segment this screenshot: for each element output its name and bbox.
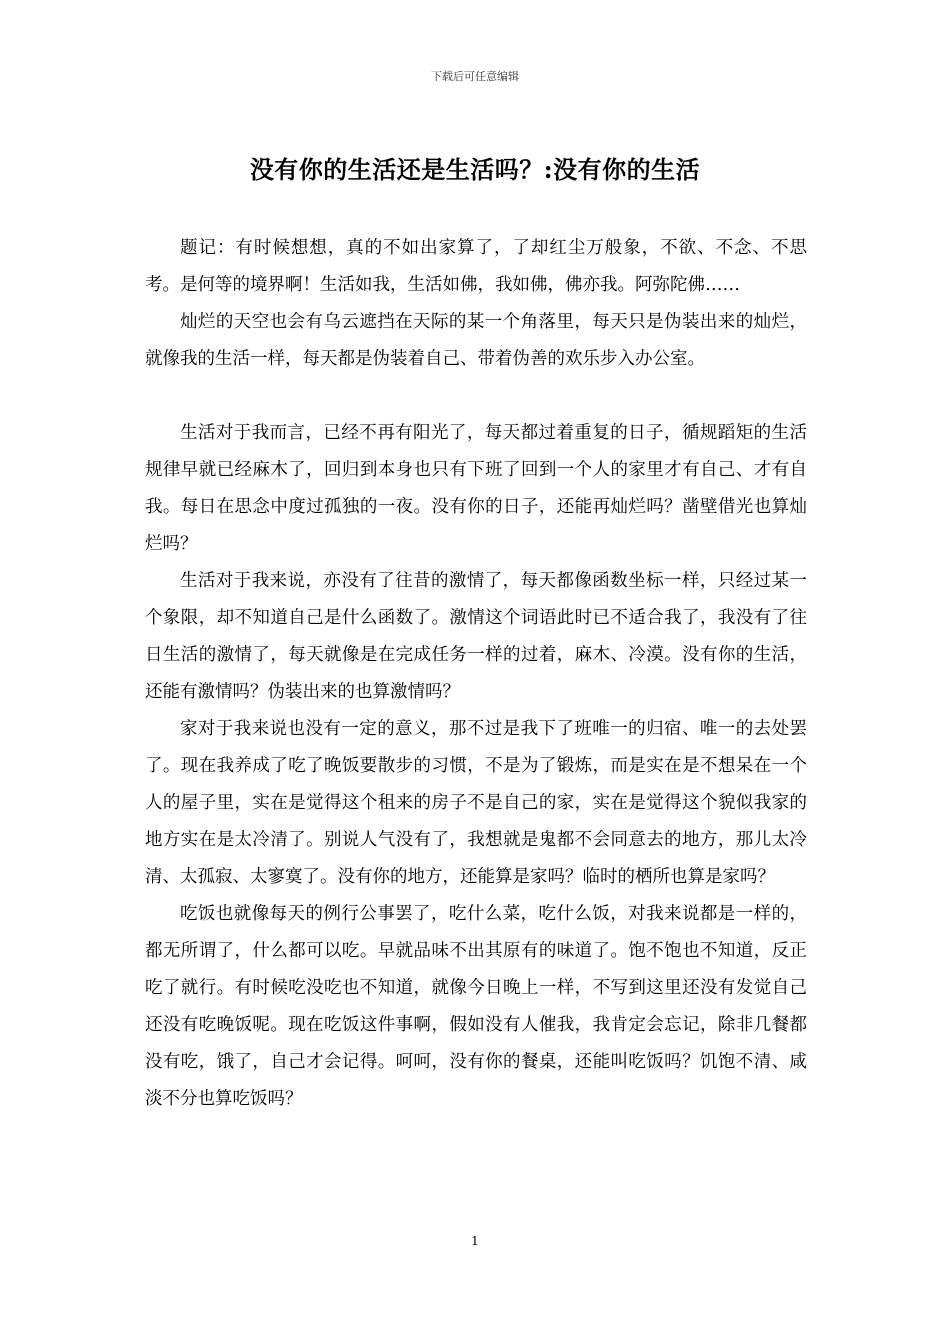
paragraph-sky: 灿烂的天空也会有乌云遮挡在天际的某一个角落里，每天只是伪装出来的灿烂，就像我的生活一样，每天都是伪装着自己、带着伪善的欢乐步入办公室。 (145, 312, 807, 369)
paragraph-home: 家对于我来说也没有一定的意义，那不过是我下了班唯一的归宿、唯一的去处罢了。现在我养成了吃了晚饭要散步的习惯，不是为了锻炼，而是实在是不想呆在一个人的屋子里，实在是觉得这个租来的房子不是自己的家，实在是觉得这个貌似我家的地方实在是太冷清了。别说人气没有了，我想就是鬼都不会同意去的地方，那儿太冷清、太孤寂、太寥寞了。没有你的地方，还能算是家吗？临时的栖所也算是家吗？ (145, 719, 807, 887)
header-note: 下载后可任意编辑 (431, 70, 519, 83)
paragraph-meals: 吃饭也就像每天的例行公事罢了，吃什么菜，吃什么饭，对我来说都是一样的，都无所谓了，什么都可以吃。早就品味不出其原有的味道了。饱不饱也不知道，反正吃了就行。有时候吃没吃也不知道，就像今日晚上一样，不写到这里还没有发觉自己还没有吃晚饭呢。现在吃饭这件事啊，假如没有人催我，我肯定会忘记，除非几餐都没有吃，饿了，自己才会记得。呵呵，没有你的餐桌，还能叫吃饭吗？饥饱不清、咸淡不分也算吃饭吗？ (145, 904, 807, 1109)
paragraph-epigraph: 题记：有时候想想，真的不如出家算了，了却红尘万般象，不欲、不念、不思考。是何等的境界啊！生活如我，生活如佛，我如佛，佛亦我。阿弥陀佛…… (145, 238, 807, 295)
page-title: 没有你的生活还是生活吗？:没有你的生活 (249, 155, 701, 184)
paragraph-life: 生活对于我而言，已经不再有阳光了，每天都过着重复的日子，循规蹈矩的生活规律早就已经麻木了，回归到本身也只有下班了回到一个人的家里才有自己、才有自我。每日在思念中度过孤独的一夜。没有你的日子，还能再灿烂吗？凿壁借光也算灿烂吗？ (145, 423, 807, 554)
page-number: 1 (471, 1234, 479, 1248)
paragraph-passion: 生活对于我来说，亦没有了往昔的激情了，每天都像函数坐标一样，只经过某一个象限，却不知道自己是什么函数了。激情这个词语此时已不适合我了，我没有了往日生活的激情了，每天就像是在完成任务一样的过着，麻木、冷漠。没有你的生活，还能有激情吗？伪装出来的也算激情吗？ (145, 571, 807, 702)
document-body (145, 230, 807, 1118)
